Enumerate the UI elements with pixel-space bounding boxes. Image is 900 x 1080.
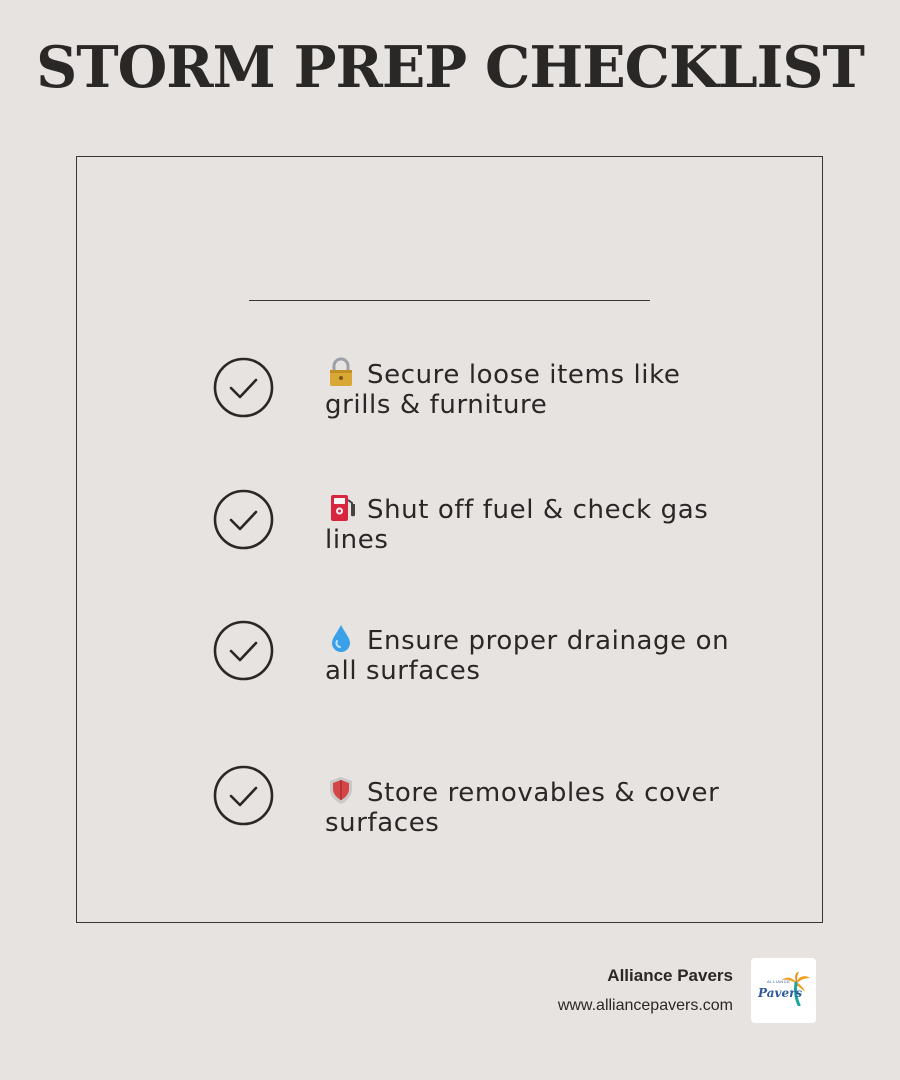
padlock-icon bbox=[325, 357, 357, 387]
check-circle-icon bbox=[213, 765, 274, 826]
check-circle-icon bbox=[213, 489, 274, 550]
company-name: Alliance Pavers bbox=[607, 966, 733, 985]
page-title: STORM PREP CHECKLIST bbox=[36, 34, 864, 101]
logo-small-text: ALLIANCE bbox=[767, 979, 791, 984]
item-label: Shut off fuel & check gas lines bbox=[325, 495, 709, 555]
check-circle-icon bbox=[213, 357, 274, 418]
shield-icon bbox=[325, 775, 357, 805]
droplet-icon bbox=[325, 623, 357, 653]
item-label: Store removables & cover surfaces bbox=[325, 778, 720, 838]
company-logo bbox=[751, 958, 816, 1023]
website-link[interactable]: www.alliancepavers.com bbox=[557, 997, 733, 1014]
fuel-pump-icon bbox=[325, 492, 357, 522]
logo-wordmark: Pavers bbox=[758, 986, 803, 1000]
divider-line bbox=[249, 300, 650, 301]
check-circle-icon bbox=[213, 620, 274, 681]
item-label: Secure loose items like grills & furniture bbox=[325, 360, 681, 420]
item-label: Ensure proper drainage on all surfaces bbox=[325, 626, 730, 686]
